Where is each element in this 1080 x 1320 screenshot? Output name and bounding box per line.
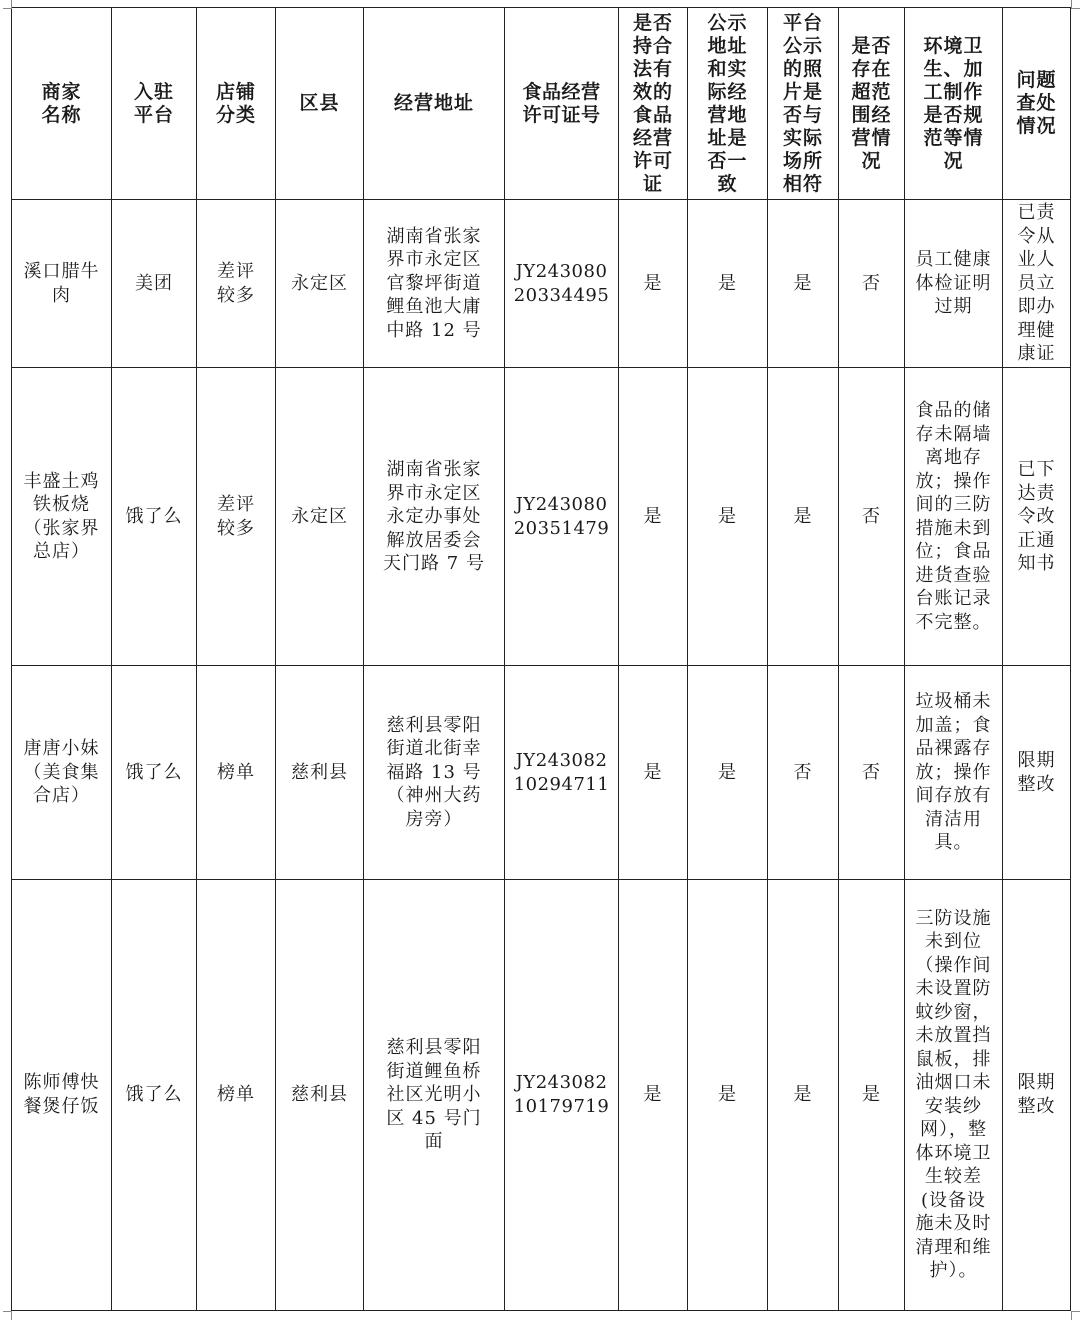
cell-district: 慈利县 [276, 879, 364, 1310]
header-merchant-name: 商家名称 [12, 8, 112, 200]
table-row [12, 879, 1071, 1310]
header-hygiene: 环境卫生、加工制作是否规范等情况 [905, 8, 1003, 200]
cell-license-no: JY24308210294711 [505, 666, 619, 879]
table-row [12, 666, 1071, 879]
header-handling: 问题查处情况 [1003, 8, 1071, 200]
cell-license-no: JY24308020351479 [505, 368, 619, 666]
cell-out-of-scope: 否 [839, 200, 905, 368]
cell-address: 湖南省张家界市永定区官黎坪街道鲤鱼池大庸中路 12 号 [364, 200, 505, 368]
cell-has-valid-license: 是 [619, 200, 688, 368]
cell-has-valid-license: 是 [619, 666, 688, 879]
cell-merchant-name: 唐唐小妹（美食集合店） [12, 666, 112, 879]
cell-photo-match: 否 [768, 666, 839, 879]
header-license-no: 食品经营许可证号 [505, 8, 619, 200]
cell-license-no: JY24308020334495 [505, 200, 619, 368]
cell-address-match: 是 [688, 368, 768, 666]
header-has-valid-license: 是否持合法有效的食品经营许可证 [619, 8, 688, 200]
table-row [12, 368, 1071, 666]
cell-platform: 美团 [112, 200, 197, 368]
cell-district: 永定区 [276, 200, 364, 368]
cell-handling: 已下达责令改正通知书 [1003, 368, 1071, 666]
inspection-table [11, 7, 1071, 1311]
cell-photo-match: 是 [768, 879, 839, 1310]
cell-out-of-scope: 是 [839, 879, 905, 1310]
header-photo-match: 平台公示的照片是否与实际场所相符 [768, 8, 839, 200]
cell-store-category: 榜单 [197, 666, 276, 879]
cell-photo-match: 是 [768, 200, 839, 368]
table-row [12, 200, 1071, 368]
cell-address-match: 是 [688, 879, 768, 1310]
cell-address: 慈利县零阳街道北街幸福路 13 号（神州大药房旁） [364, 666, 505, 879]
cell-platform: 饿了么 [112, 666, 197, 879]
crop-mark-top-left [3, 0, 12, 9]
cell-store-category: 差评较多 [197, 200, 276, 368]
cell-hygiene: 食品的储存未隔墙离地存放；操作间的三防措施未到位；食品进货查验台账记录不完整。 [905, 368, 1003, 666]
cell-handling: 限期整改 [1003, 879, 1071, 1310]
cell-has-valid-license: 是 [619, 879, 688, 1310]
cell-has-valid-license: 是 [619, 368, 688, 666]
cell-address: 慈利县零阳街道鲤鱼桥社区光明小区 45 号门面 [364, 879, 505, 1310]
cell-merchant-name: 丰盛土鸡铁板烧（张家界总店） [12, 368, 112, 666]
cell-out-of-scope: 否 [839, 368, 905, 666]
cell-address-match: 是 [688, 666, 768, 879]
header-store-category: 店铺分类 [197, 8, 276, 200]
cell-address-match: 是 [688, 200, 768, 368]
cell-hygiene: 垃圾桶未加盖；食品裸露存放；操作间存放有清洁用具。 [905, 666, 1003, 879]
table-header-row [12, 8, 1071, 200]
cell-store-category: 榜单 [197, 879, 276, 1310]
cell-district: 永定区 [276, 368, 364, 666]
cell-merchant-name: 溪口腊牛肉 [12, 200, 112, 368]
header-out-of-scope: 是否存在超范围经营情况 [839, 8, 905, 200]
cell-platform: 饿了么 [112, 879, 197, 1310]
cell-photo-match: 是 [768, 368, 839, 666]
header-address-match: 公示地址和实际经营地址是否一致 [688, 8, 768, 200]
cell-store-category: 差评较多 [197, 368, 276, 666]
cell-merchant-name: 陈师傅快餐煲仔饭 [12, 879, 112, 1310]
cell-license-no: JY24308210179719 [505, 879, 619, 1310]
cell-hygiene: 三防设施未到位（操作间未设置防蚊纱窗，未放置挡鼠板，排油烟口未安装纱网），整体环境卫生较差(设备设施未及时清理和维护）。 [905, 879, 1003, 1310]
header-address: 经营地址 [364, 8, 505, 200]
cell-address: 湖南省张家界市永定区永定办事处解放居委会天门路 7 号 [364, 368, 505, 666]
cell-district: 慈利县 [276, 666, 364, 879]
crop-mark-top-right [1071, 0, 1080, 9]
header-district: 区县 [276, 8, 364, 200]
cell-platform: 饿了么 [112, 368, 197, 666]
cell-hygiene: 员工健康体检证明过期 [905, 200, 1003, 368]
header-platform: 入驻平台 [112, 8, 197, 200]
cell-handling: 已责令从业人员立即办理健康证 [1003, 200, 1071, 368]
cell-handling: 限期整改 [1003, 666, 1071, 879]
cell-out-of-scope: 否 [839, 666, 905, 879]
